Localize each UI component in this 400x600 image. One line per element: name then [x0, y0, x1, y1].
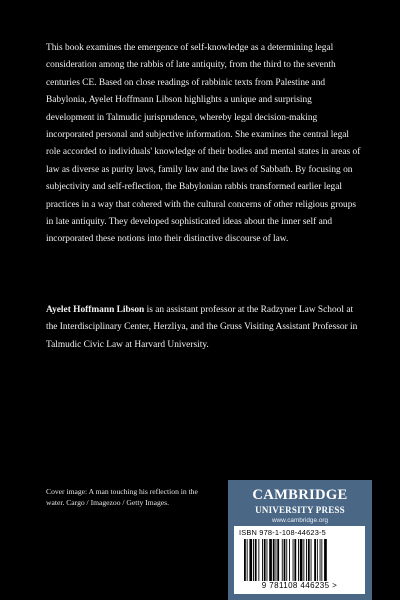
publisher-name-line2: UNIVERSITY PRESS — [255, 505, 345, 515]
barcode-panel — [234, 526, 365, 594]
author-name: Ayelet Hoffmann Libson — [46, 305, 145, 315]
publisher-url: www.cambridge.org — [271, 517, 329, 524]
barcode-digits: 9 781108 446235 > — [261, 581, 338, 590]
publisher-name-line1: CAMBRIDGE — [252, 487, 348, 503]
isbn-label: ISBN 978-1-108-44623-5 — [239, 528, 326, 537]
barcode-graphic — [244, 539, 356, 581]
book-description — [46, 40, 362, 249]
author-bio-text: is an assistant professor at the Radzyner Law School at the Interdisciplinary Center, Herzliya, and the Gruss Visiting Assistant Professor in Talmudic Civic Law at Harvard University. — [46, 305, 358, 350]
cover-image-credit: Cover image: A man touching his reflection in the water. Cargo / Imagezoo / Getty Images. — [46, 487, 198, 508]
description-text: This book examines the emergence of self-knowledge as a determining legal consideration among the rabbis of late antiquity, from the third to the seventh centuries CE. Based on close readings of rabbinic texts from Palestine and Babylonia, Ayelet Hoffmann Libson highlights a unique and surprising development in Talmudic jurisprudence, whereby legal decision-making incorporated personal and subjective information. She examines the central legal role accorded to individuals' knowledge of their bodies and mental states in areas of law as diverse as purity laws, family law and the laws of Sabbath. By focusing on subjectivity and self-reflection, the Babylonian rabbis transformed earlier legal practices in a way that cohered with the cultural concerns of other religious groups in late antiquity. They developed sophisticated ideas about the inner self and incorporated these notions into their distinctive discourse of law. — [46, 43, 361, 245]
author-bio — [46, 302, 362, 354]
